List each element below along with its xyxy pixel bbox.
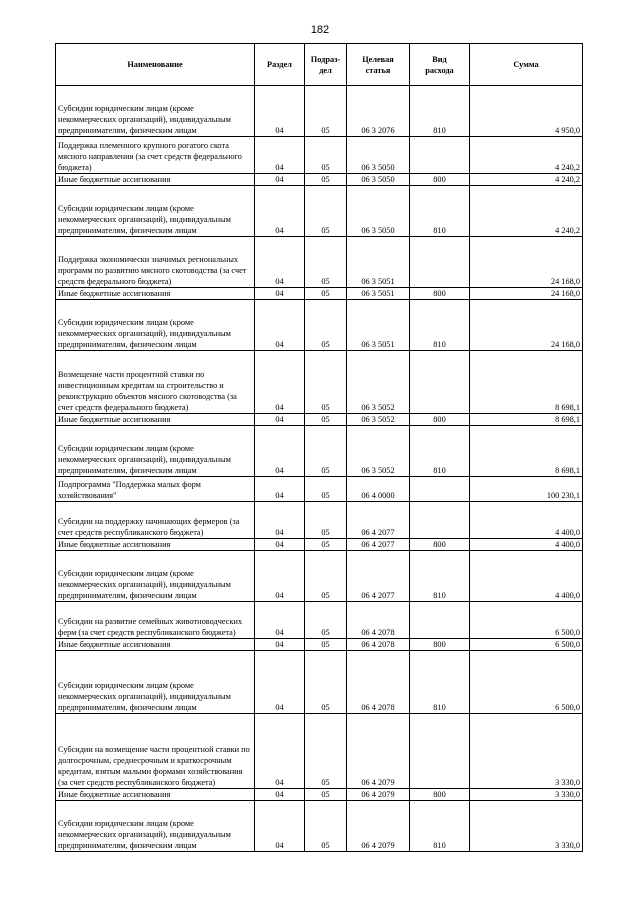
table-row (56, 86, 583, 137)
table-row (56, 789, 583, 801)
cell-target: 06 4 0000 (347, 477, 410, 502)
cell-type (410, 477, 470, 502)
cell-sum: 6 500,0 (470, 639, 583, 651)
cell-section: 04 (255, 789, 305, 801)
cell-subsection: 05 (305, 602, 347, 639)
cell-subsection: 05 (305, 426, 347, 477)
cell-sum: 24 168,0 (470, 237, 583, 288)
cell-name: Иные бюджетные ассигнования (56, 639, 255, 651)
cell-target: 06 4 2079 (347, 714, 410, 789)
cell-name: Субсидии юридическим лицам (кроме некоммерческих организаций), индивидуальным предпринимателям, физическим лицам (56, 651, 255, 714)
cell-sum: 8 698,1 (470, 414, 583, 426)
cell-type: 810 (410, 186, 470, 237)
cell-name: Иные бюджетные ассигнования (56, 539, 255, 551)
cell-target: 06 3 2076 (347, 86, 410, 137)
cell-name: Возмещение части процентной ставки по инвестиционным кредитам на строительство и реконструкцию объектов мясного скотоводства (за счет средств федерального бюджета) (56, 351, 255, 414)
cell-section: 04 (255, 288, 305, 300)
cell-type: 810 (410, 801, 470, 852)
cell-section: 04 (255, 801, 305, 852)
cell-name: Субсидии юридическим лицам (кроме некоммерческих организаций), индивидуальным предпринимателям, физическим лицам (56, 300, 255, 351)
cell-type: 800 (410, 639, 470, 651)
cell-type (410, 351, 470, 414)
cell-subsection: 05 (305, 174, 347, 186)
cell-section: 04 (255, 351, 305, 414)
cell-type (410, 714, 470, 789)
table-row (56, 288, 583, 300)
table-row (56, 801, 583, 852)
budget-table (55, 43, 583, 852)
table-header-row (56, 44, 583, 86)
cell-sum: 4 400,0 (470, 502, 583, 539)
cell-target: 06 3 5050 (347, 186, 410, 237)
cell-section: 04 (255, 300, 305, 351)
table-row (56, 639, 583, 651)
cell-subsection: 05 (305, 639, 347, 651)
cell-sum: 4 240,2 (470, 174, 583, 186)
table-row (56, 477, 583, 502)
cell-name: Субсидии юридическим лицам (кроме некоммерческих организаций), индивидуальным предпринимателям, физическим лицам (56, 86, 255, 137)
cell-name: Субсидии на развитие семейных животноводческих ферм (за счет средств республиканского бюджета) (56, 602, 255, 639)
cell-type: 810 (410, 300, 470, 351)
cell-sum: 100 230,1 (470, 477, 583, 502)
cell-sum: 24 168,0 (470, 288, 583, 300)
cell-target: 06 4 2077 (347, 502, 410, 539)
cell-subsection: 05 (305, 86, 347, 137)
cell-sum: 4 240,2 (470, 186, 583, 237)
cell-subsection: 05 (305, 137, 347, 174)
cell-target: 06 3 5051 (347, 288, 410, 300)
cell-type: 810 (410, 86, 470, 137)
cell-section: 04 (255, 551, 305, 602)
cell-name: Подпрограмма "Поддержка малых форм хозяйствования" (56, 477, 255, 502)
header-target: Целевая статья (347, 44, 410, 86)
cell-subsection: 05 (305, 789, 347, 801)
cell-name: Субсидии юридическим лицам (кроме некоммерческих организаций), индивидуальным предпринимателям, физическим лицам (56, 426, 255, 477)
cell-name: Субсидии юридическим лицам (кроме некоммерческих организаций), индивидуальным предпринимателям, физическим лицам (56, 801, 255, 852)
cell-section: 04 (255, 502, 305, 539)
cell-type: 810 (410, 551, 470, 602)
header-name: Наименование (56, 44, 255, 86)
cell-name: Поддержка экономически значимых региональных программ по развитию мясного скотоводства (за счет средств федерального бюджета) (56, 237, 255, 288)
header-subsection: Подраз- дел (305, 44, 347, 86)
cell-sum: 8 698,1 (470, 351, 583, 414)
cell-section: 04 (255, 186, 305, 237)
cell-section: 04 (255, 86, 305, 137)
cell-section: 04 (255, 477, 305, 502)
cell-target: 06 4 2077 (347, 551, 410, 602)
cell-type: 800 (410, 539, 470, 551)
cell-type: 800 (410, 414, 470, 426)
table-row (56, 137, 583, 174)
table-row (56, 351, 583, 414)
cell-section: 04 (255, 174, 305, 186)
table-row (56, 651, 583, 714)
cell-type: 800 (410, 288, 470, 300)
cell-sum: 4 400,0 (470, 551, 583, 602)
header-section: Раздел (255, 44, 305, 86)
cell-target: 06 3 5050 (347, 137, 410, 174)
cell-type: 810 (410, 426, 470, 477)
cell-target: 06 4 2079 (347, 789, 410, 801)
cell-target: 06 4 2077 (347, 539, 410, 551)
cell-section: 04 (255, 539, 305, 551)
header-sum: Сумма (470, 44, 583, 86)
cell-type (410, 237, 470, 288)
cell-target: 06 3 5052 (347, 414, 410, 426)
cell-subsection: 05 (305, 714, 347, 789)
cell-subsection: 05 (305, 651, 347, 714)
cell-sum: 4 240,2 (470, 137, 583, 174)
cell-type: 810 (410, 651, 470, 714)
cell-type: 800 (410, 174, 470, 186)
cell-sum: 3 330,0 (470, 789, 583, 801)
table-row (56, 414, 583, 426)
cell-name: Субсидии на возмещение части процентной ставки по долгосрочным, среднесрочным и краткосрочным кредитам, взятым малыми формами хозяйствования (за счет средств республиканского бюджета) (56, 714, 255, 789)
cell-subsection: 05 (305, 237, 347, 288)
cell-subsection: 05 (305, 477, 347, 502)
cell-name: Иные бюджетные ассигнования (56, 789, 255, 801)
cell-section: 04 (255, 714, 305, 789)
cell-section: 04 (255, 414, 305, 426)
cell-target: 06 3 5051 (347, 237, 410, 288)
cell-subsection: 05 (305, 351, 347, 414)
cell-target: 06 3 5050 (347, 174, 410, 186)
table-row (56, 174, 583, 186)
cell-sum: 6 500,0 (470, 651, 583, 714)
cell-target: 06 4 2079 (347, 801, 410, 852)
cell-subsection: 05 (305, 186, 347, 237)
header-type: Вид расхода (410, 44, 470, 86)
table-row (56, 237, 583, 288)
cell-name: Иные бюджетные ассигнования (56, 288, 255, 300)
cell-name: Иные бюджетные ассигнования (56, 174, 255, 186)
cell-subsection: 05 (305, 300, 347, 351)
page-number: 182 (310, 24, 330, 36)
cell-target: 06 3 5052 (347, 351, 410, 414)
cell-section: 04 (255, 426, 305, 477)
cell-subsection: 05 (305, 288, 347, 300)
table-row (56, 551, 583, 602)
cell-type (410, 602, 470, 639)
cell-target: 06 4 2078 (347, 651, 410, 714)
cell-sum: 24 168,0 (470, 300, 583, 351)
cell-section: 04 (255, 602, 305, 639)
cell-sum: 3 330,0 (470, 714, 583, 789)
cell-sum: 6 500,0 (470, 602, 583, 639)
table-row (56, 300, 583, 351)
cell-subsection: 05 (305, 801, 347, 852)
table-row (56, 539, 583, 551)
cell-name: Поддержка племенного крупного рогатого скота мясного направления (за счет средств федерального бюджета) (56, 137, 255, 174)
cell-subsection: 05 (305, 414, 347, 426)
cell-name: Субсидии на поддержку начинающих фермеров (за счет средств республиканского бюджета) (56, 502, 255, 539)
cell-target: 06 3 5052 (347, 426, 410, 477)
cell-name: Иные бюджетные ассигнования (56, 414, 255, 426)
cell-sum: 4 400,0 (470, 539, 583, 551)
cell-sum: 8 698,1 (470, 426, 583, 477)
table-row (56, 502, 583, 539)
cell-section: 04 (255, 639, 305, 651)
table-row (56, 602, 583, 639)
cell-type (410, 502, 470, 539)
cell-sum: 3 330,0 (470, 801, 583, 852)
cell-name: Субсидии юридическим лицам (кроме некоммерческих организаций), индивидуальным предпринимателям, физическим лицам (56, 551, 255, 602)
cell-section: 04 (255, 137, 305, 174)
cell-section: 04 (255, 237, 305, 288)
table-row (56, 714, 583, 789)
cell-target: 06 4 2078 (347, 639, 410, 651)
cell-subsection: 05 (305, 551, 347, 602)
cell-sum: 4 950,0 (470, 86, 583, 137)
cell-type (410, 137, 470, 174)
cell-subsection: 05 (305, 539, 347, 551)
cell-type: 800 (410, 789, 470, 801)
table-row (56, 426, 583, 477)
cell-subsection: 05 (305, 502, 347, 539)
cell-name: Субсидии юридическим лицам (кроме некоммерческих организаций), индивидуальным предпринимателям, физическим лицам (56, 186, 255, 237)
cell-target: 06 3 5051 (347, 300, 410, 351)
table-row (56, 186, 583, 237)
cell-target: 06 4 2078 (347, 602, 410, 639)
cell-section: 04 (255, 651, 305, 714)
